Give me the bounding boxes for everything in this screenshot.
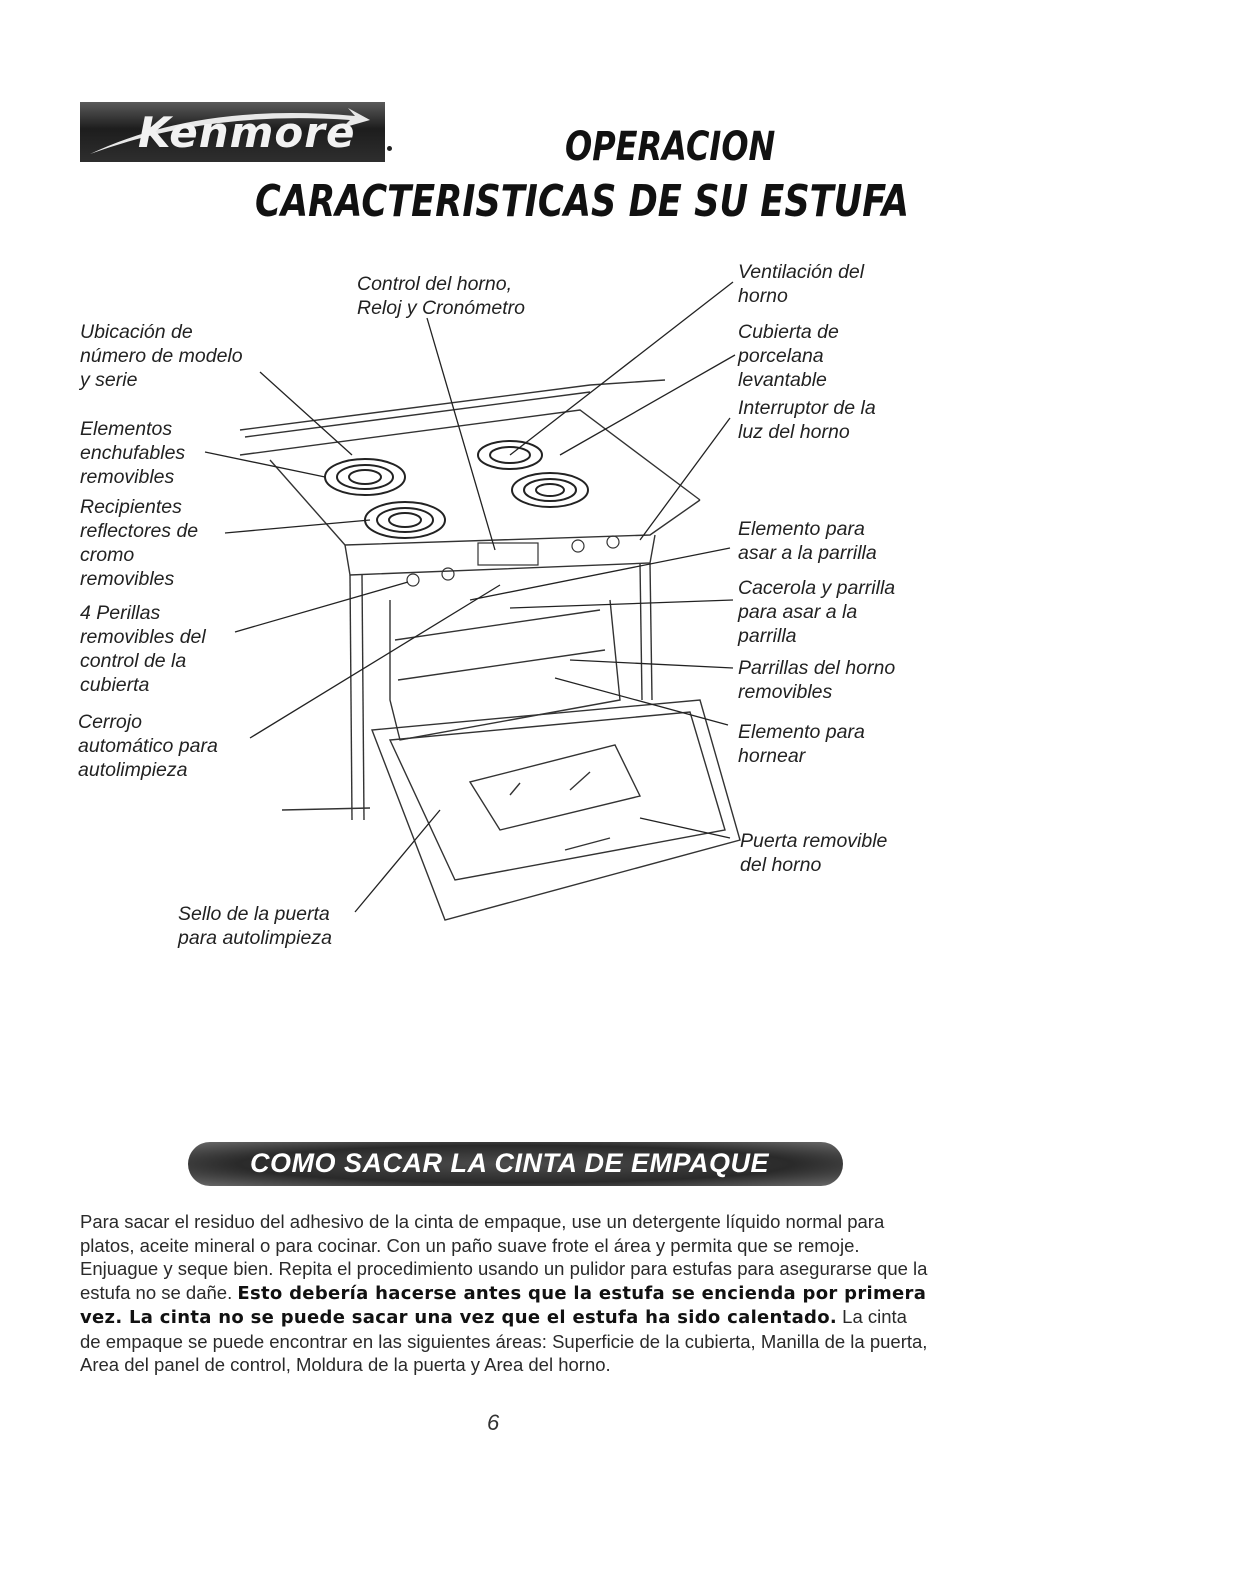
label-ventilacion: Ventilación del horno: [738, 261, 865, 307]
page-subtitle: CARACTERISTICAS DE SU ESTUFA: [255, 176, 910, 227]
section-banner: [188, 1142, 843, 1186]
logo-text: Kenmore: [138, 108, 356, 157]
label-ubicacion: Ubicación de número de modelo y serie: [80, 321, 243, 391]
instructions-text-2: La cinta de empaque se puede encontrar en las siguientes áreas: Superficie de la cubierta, Manilla de la puerta, Area del panel de control, Moldura de la puerta y Area del horno.: [80, 1306, 928, 1375]
instructions-warning: Esto debería hacerse antes que la estufa se encienda por primera vez. La cinta no se puede sacar una vez que el estufa ha sido calentado.: [80, 1282, 927, 1328]
label-interruptor: Interruptor de la luz del horno: [738, 397, 876, 443]
label-control-horno: Control del horno, Reloj y Cronómetro: [357, 273, 525, 319]
instructions-text-1: Para sacar el residuo del adhesivo de la cinta de empaque, use un detergente líquido normal para platos, aceite mineral o para cocinar. Con un paño suave frote el área y permita que se remoje. Enjuague y seque bien. Repita el procedimiento usando un pulidor para estufas para asegurarse que la estufa no se dañe.: [80, 1211, 928, 1303]
label-elementos: Elementos enchufables removibles: [80, 418, 186, 488]
page-title: OPERACION: [565, 124, 776, 170]
instructions-paragraph: [80, 1210, 930, 1377]
label-cacerola: Cacerola y parrilla para asar a la parrilla: [738, 577, 896, 647]
section-heading: COMO SACAR LA CINTA DE EMPAQUE: [250, 1148, 769, 1178]
label-cubierta: Cubierta de porcelana levantable: [738, 321, 839, 391]
label-cerrojo: Cerrojo automático para autolimpieza: [78, 711, 218, 781]
label-puerta: Puerta removible del horno: [740, 830, 888, 876]
label-sello: Sello de la puerta para autolimpieza: [178, 903, 332, 949]
page-number: 6: [487, 1410, 500, 1435]
label-recipientes: Recipientes reflectores de cromo removibles: [80, 496, 199, 590]
label-elemento-asar: Elemento para asar a la parrilla: [738, 518, 877, 564]
label-parrillas: Parrillas del horno removibles: [738, 657, 896, 703]
label-elemento-hornear: Elemento para hornear: [738, 721, 865, 767]
label-perillas: 4 Perillas removibles del control de la cubierta: [80, 602, 206, 696]
